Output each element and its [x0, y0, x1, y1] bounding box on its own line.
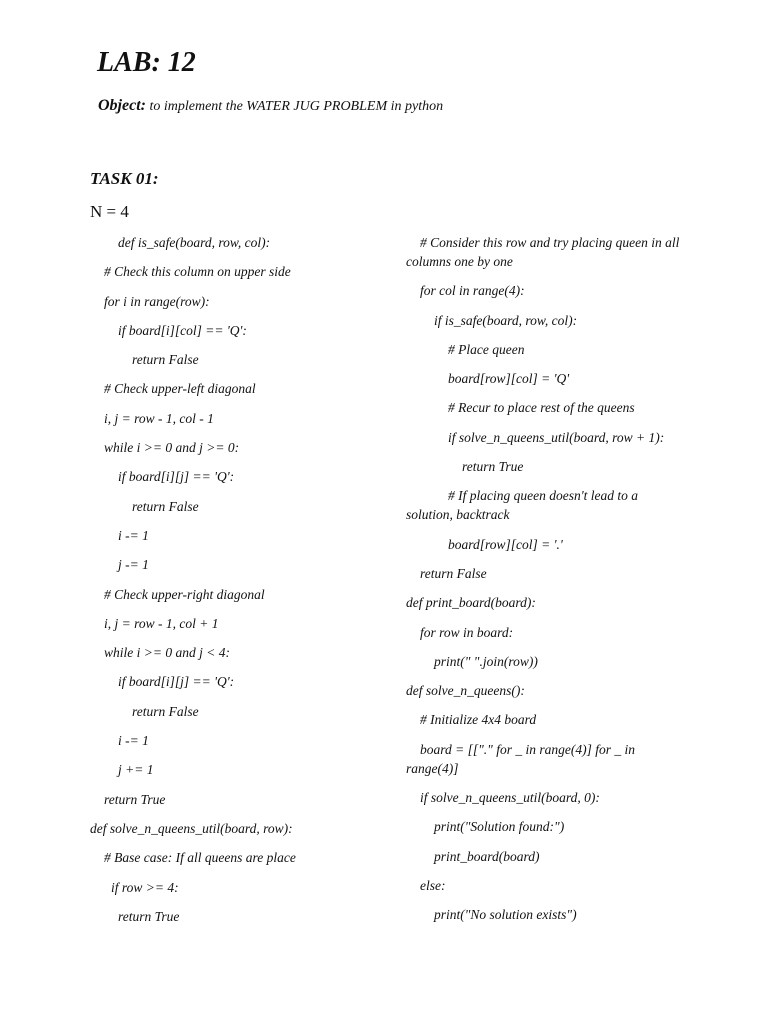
- code-line: # If placing queen doesn't lead to a solution, backtrack: [406, 488, 638, 523]
- code-line: print(" ".join(row)): [434, 653, 538, 669]
- code-line: # Base case: If all queens are place: [104, 850, 296, 866]
- code-line: # Consider this row and try placing queen in all columns one by one: [406, 235, 680, 269]
- code-line: def is_safe(board, row, col):: [118, 235, 271, 250]
- code-line: else:: [420, 877, 446, 893]
- code-line: for row in board:: [420, 624, 514, 640]
- code-column-right: [406, 233, 681, 935]
- code-line: board = [["." for _ in range(4)] for _ in range(4)]: [406, 741, 635, 776]
- code-line: print_board(board): [434, 848, 540, 864]
- code-line: if is_safe(board, row, col):: [434, 312, 578, 328]
- code-line: j -= 1: [118, 557, 149, 573]
- code-line: if solve_n_queens_util(board, 0):: [420, 790, 600, 806]
- code-line: board[row][col] = '.': [448, 536, 563, 552]
- code-line: while i >= 0 and j >= 0:: [104, 440, 240, 456]
- object-text: to implement the WATER JUG PROBLEM in python: [145, 99, 444, 114]
- code-line: # Initialize 4x4 board: [420, 712, 537, 728]
- code-line: return True: [118, 908, 180, 924]
- code-line: # Check upper-left diagonal: [104, 381, 256, 397]
- code-line: i, j = row - 1, col - 1: [104, 410, 214, 426]
- code-line: if board[i][j] == 'Q':: [118, 469, 235, 485]
- code-line: j += 1: [118, 762, 154, 778]
- code-line: # Check this column on upper side: [104, 264, 291, 280]
- code-line: i, j = row - 1, col + 1: [104, 615, 219, 631]
- code-line: if board[i][j] == 'Q':: [118, 674, 235, 690]
- code-line: return False: [132, 703, 199, 719]
- code-line: # Check upper-right diagonal: [104, 586, 265, 602]
- n-value-line: N = 4: [90, 202, 129, 221]
- object-statement: [98, 95, 443, 118]
- lab-title: LAB: 12: [97, 47, 196, 78]
- code-line: for i in range(row):: [104, 293, 210, 309]
- object-label: Object:: [98, 97, 146, 114]
- code-line: return False: [420, 565, 487, 581]
- code-line: print("Solution found:"): [434, 819, 565, 835]
- code-line: return False: [132, 498, 199, 514]
- code-line: for col in range(4):: [420, 283, 525, 299]
- code-line: def solve_n_queens_util(board, row):: [90, 820, 293, 836]
- code-line: if board[i][col] == 'Q':: [118, 322, 247, 338]
- code-line: # Recur to place rest of the queens: [448, 400, 635, 416]
- code-line: while i >= 0 and j < 4:: [104, 645, 230, 661]
- code-column-left: [90, 233, 390, 936]
- code-line: return True: [104, 791, 166, 807]
- code-line: # Place queen: [448, 341, 525, 357]
- code-line: def print_board(board):: [406, 595, 536, 611]
- code-line: board[row][col] = 'Q': [448, 371, 570, 387]
- code-line: return True: [462, 459, 524, 475]
- code-line: def solve_n_queens():: [406, 683, 525, 699]
- code-line: return False: [132, 352, 199, 368]
- code-line: print("No solution exists"): [434, 907, 577, 923]
- code-line: if row >= 4:: [111, 879, 179, 895]
- code-line: if solve_n_queens_util(board, row + 1):: [448, 429, 665, 445]
- task-heading: TASK 01:: [90, 169, 159, 188]
- code-line: i -= 1: [118, 527, 149, 543]
- code-line: i -= 1: [118, 733, 149, 749]
